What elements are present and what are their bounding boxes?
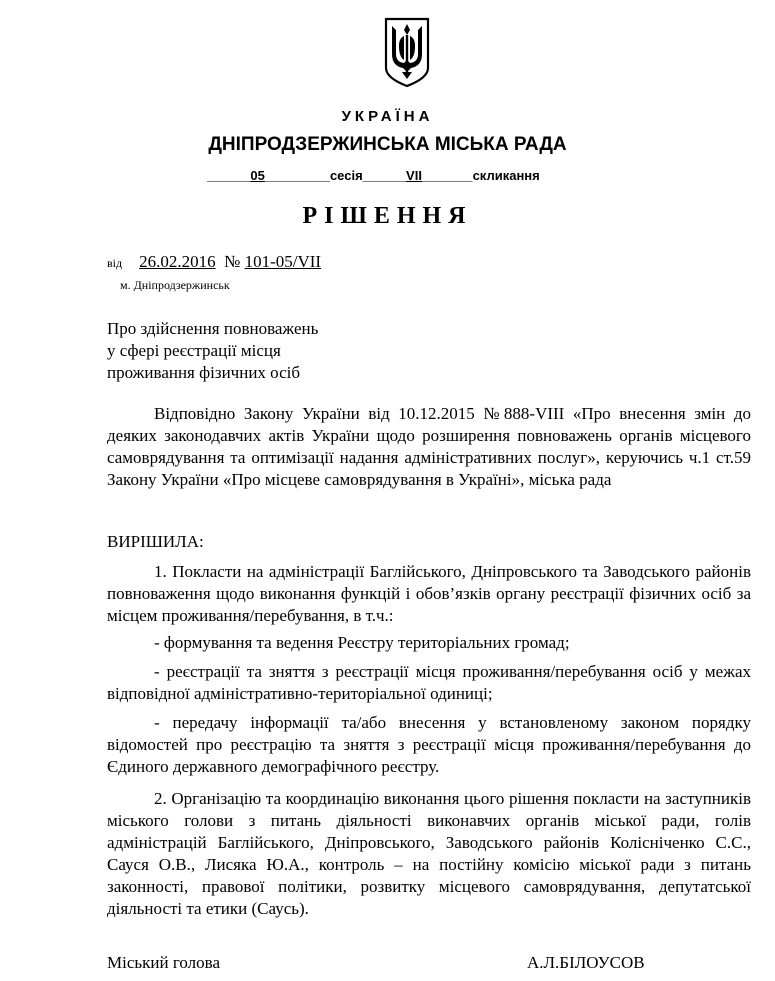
decision-number: 101-05/VII — [244, 252, 322, 271]
session-line — [207, 168, 540, 183]
subject-line: проживання фізичних осіб — [107, 363, 301, 382]
bullet-item: - реєстрації та зняття з реєстрації місця проживання/перебування осіб у межах відповідної адміністративно-територіальної одиниці; — [107, 662, 751, 703]
item-1-paragraph: 1. Покласти на адміністрації Баглійського, Дніпровського та Заводського районів повноваження щодо виконання функцій і обов’язків органу реєстрації фізичних осіб за місцем проживання/перебування, в т.ч.: — [107, 562, 751, 625]
date-number-line — [107, 252, 321, 272]
decision-subject — [107, 318, 318, 384]
session-word: сесія — [329, 168, 363, 183]
city-label: м. Дніпродзержинськ — [120, 278, 230, 292]
trident-coat-of-arms-icon — [383, 16, 431, 88]
subject-line: Про здійснення повноважень — [107, 319, 319, 338]
signature-name: А.Л.БІЛОУСОВ — [527, 953, 645, 972]
item-2-paragraph: 2. Організацію та координацію виконання цього рішення покласти на заступників міського голови з питань діяльності виконавчих органів міської ради, голів адміністрацій Баглійського, Дніпровського, Заводського районів Колісніченко С.С., Сауся О.В., Лисяка Ю.А., контроль – на постійну комісію міської ради з питань законності, правової політики, розвитку місцевого самоврядування, депутатської діяльності та етики (Саусь). — [107, 789, 751, 918]
convocation-blank-left: ______ — [362, 168, 407, 183]
bullet-item: - формування та ведення Реєстру територіальних громад; — [154, 633, 570, 652]
session-number: 05 — [250, 168, 265, 183]
country-heading: УКРАЇНА — [341, 108, 434, 125]
session-blank-left: ______ — [207, 168, 251, 183]
from-label: від — [107, 256, 123, 270]
decision-date: 26.02.2016 — [139, 252, 216, 271]
bullet-item: - передачу інформації та/або внесення у встановленому законом порядку відомостей про реєстрацію та зняття з реєстрації місця проживання/перебування до Єдиного державного демографічного реєстру. — [107, 713, 751, 776]
resolved-label: ВИРІШИЛА: — [107, 532, 204, 551]
council-heading: ДНІПРОДЗЕРЖИНСЬКА МІСЬКА РАДА — [208, 134, 567, 155]
session-blank-mid: _________ — [264, 168, 330, 183]
document-title: РІШЕННЯ — [302, 203, 473, 229]
signature-position: Міський голова — [107, 953, 220, 972]
convocation-number: VII — [406, 168, 422, 183]
convocation-blank-right: _______ — [421, 168, 473, 183]
convocation-word: скликання — [472, 168, 540, 183]
number-label: № — [224, 252, 241, 271]
basis-paragraph: Відповідно Закону України від 10.12.2015 №888-VIII «Про внесення змін до деяких законодавчих актів України щодо розширення повноважень органів місцевого самоврядування та оптимізації надання адміністративних послуг», керуючись ч.1 ст.59 Закону України «Про місцеве самоврядування в Україні», міська рада — [107, 404, 751, 489]
subject-line: у сфері реєстрації місця — [107, 341, 281, 360]
